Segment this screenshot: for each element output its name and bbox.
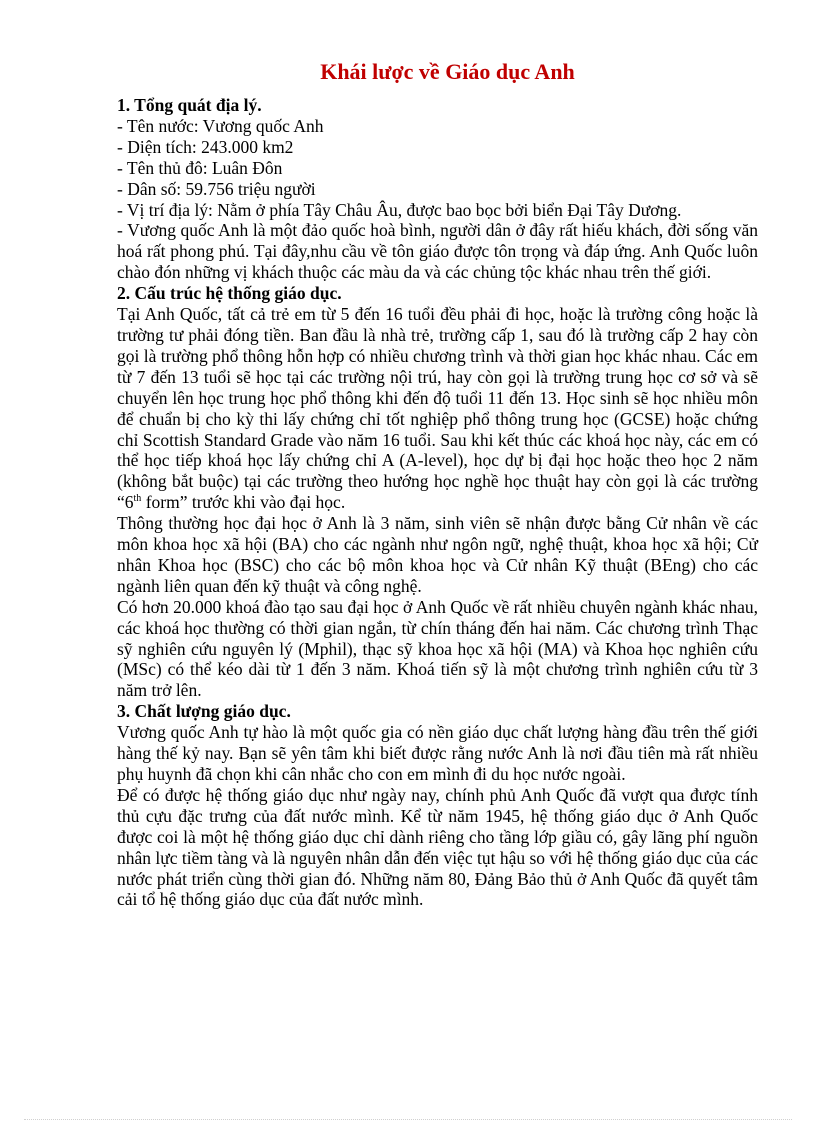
section-heading-geography: 1. Tổng quát địa lý. [117, 95, 262, 115]
fact-area: - Diện tích: 243.000 km2 [117, 136, 294, 157]
paragraph-school-system-end: form” trước khi vào đại học. [141, 492, 346, 513]
fact-population: - Dân số: 59.756 triệu người [117, 178, 316, 199]
paragraph-quality-history: Để có được hệ thống giáo dục như ngày nay, chính phủ Anh Quốc đã vượt qua được tính thủ cựu đặc trưng của đất nước mình. Kể từ năm 1945, hệ thống giáo dục ở Anh Quốc được coi là một hệ thống giáo dục chỉ dành riêng cho tầng lớp giầu có, gây lãng phí nguồn nhân lực tiềm tàng và là nguyên nhân dẫn đến việc tụt hậu so với hệ thống giáo dục của các nước phát triển cùng thời gian đó. Những năm 80, Đảng Bảo thủ ở Anh Quốc đã quyết tâm cải tổ hệ thống giáo dục của đất nước mình. [117, 784, 758, 910]
section-education-quality [117, 701, 758, 910]
document-page [117, 58, 758, 910]
paragraph-school-system-text: Tại Anh Quốc, tất cả trẻ em từ 5 đến 16 tuổi đều phải đi học, hoặc là trường công hoặc là trường tư phải đóng tiền. Ban đầu là nhà trẻ, trường cấp 1, sau đó là trường cấp 2 hay còn gọi là trường phổ thông hỗn hợp có nhiều chương trình và thời gian học khác nhau. Các em từ 7 đến 13 tuổi sẽ học tại các trường nội trú, hay còn gọi là trường trung học cơ sở và sẽ chuyển lên học trung học phổ thông khi đến độ tuổi 11 đến 13. Học sinh sẽ học nhiều môn để chuẩn bị cho kỳ thi lấy chứng chỉ tốt nghiệp phổ thông trung học (GCSE) hoặc chứng chỉ Scottish Standard Grade vào năm 16 tuổi. Sau khi kết thúc các khoá học này, các em có thể học tiếp khoá học lấy chứng chỉ A (A-level), học dự bị đại học hoặc theo học 2 năm (không bắt buộc) tại các trường theo hướng học nghề học thuật hay còn gọi là các trường “6 [117, 304, 758, 513]
fact-country-name: - Tên nước: Vương quốc Anh [117, 115, 324, 136]
section-heading-quality: 3. Chất lượng giáo dục. [117, 701, 291, 722]
paragraph-postgraduate: Có hơn 20.000 khoá đào tạo sau đại học ở Anh Quốc về rất nhiều chuyên ngành khác nhau, các khoá học thường có thời gian ngắn, từ chín tháng đến hai năm. Các chương trình Thạc sỹ nghiên cứu nguyên lý (Mphil), thạc sỹ khoa học xã hội (MA) và Khoa học nghiên cứu (MSc) có thể kéo dài từ 1 đến 3 năm. Khoá tiến sỹ là một chương trình nghiên cứu từ 3 năm trở lên. [117, 596, 758, 701]
fact-location: - Vị trí địa lý: Nằm ở phía Tây Châu Âu, được bao bọc bởi biển Đại Tây Dương. [117, 199, 682, 220]
superscript-th: th [133, 493, 142, 505]
document-title: Khái lược về Giáo dục Anh [320, 59, 575, 84]
paragraph-quality-reputation: Vương quốc Anh tự hào là một quốc gia có nền giáo dục chất lượng hàng đầu trên thế giới hàng thế kỷ nay. Bạn sẽ yên tâm khi biết được rằng nước Anh là nơi đầu tiên mà rất nhiều phụ huynh đã chọn khi cân nhắc cho con em mình đi du học nước ngoài. [117, 722, 758, 784]
page-bottom-divider [24, 1119, 792, 1120]
paragraph-country-overview: - Vương quốc Anh là một đảo quốc hoà bình, người dân ở đây rất hiếu khách, đời sống văn hoá rất phong phú. Tại đây,nhu cầu về tôn giáo được tôn trọng và đáp ứng. Anh Quốc luôn chào đón những vị khách thuộc các màu da và các chủng tộc khác nhau trên thế giới. [117, 220, 758, 283]
section-geography [117, 95, 758, 283]
paragraph-university: Thông thường học đại học ở Anh là 3 năm, sinh viên sẽ nhận được bằng Cử nhân về các môn khoa học xã hội (BA) cho các ngành như ngôn ngữ, nghệ thuật, khoa học xã hội; Cử nhân Khoa học (BSC) cho các bộ môn khoa học và Cử nhân Kỹ thuật (BEng) cho các ngành liên quan đến kỹ thuật và công nghệ. [117, 513, 758, 596]
section-education-structure [117, 283, 758, 701]
section-heading-structure: 2. Cấu trúc hệ thống giáo dục. [117, 283, 342, 304]
paragraph-school-system [117, 304, 758, 513]
fact-capital: - Tên thủ đô: Luân Đôn [117, 157, 283, 178]
